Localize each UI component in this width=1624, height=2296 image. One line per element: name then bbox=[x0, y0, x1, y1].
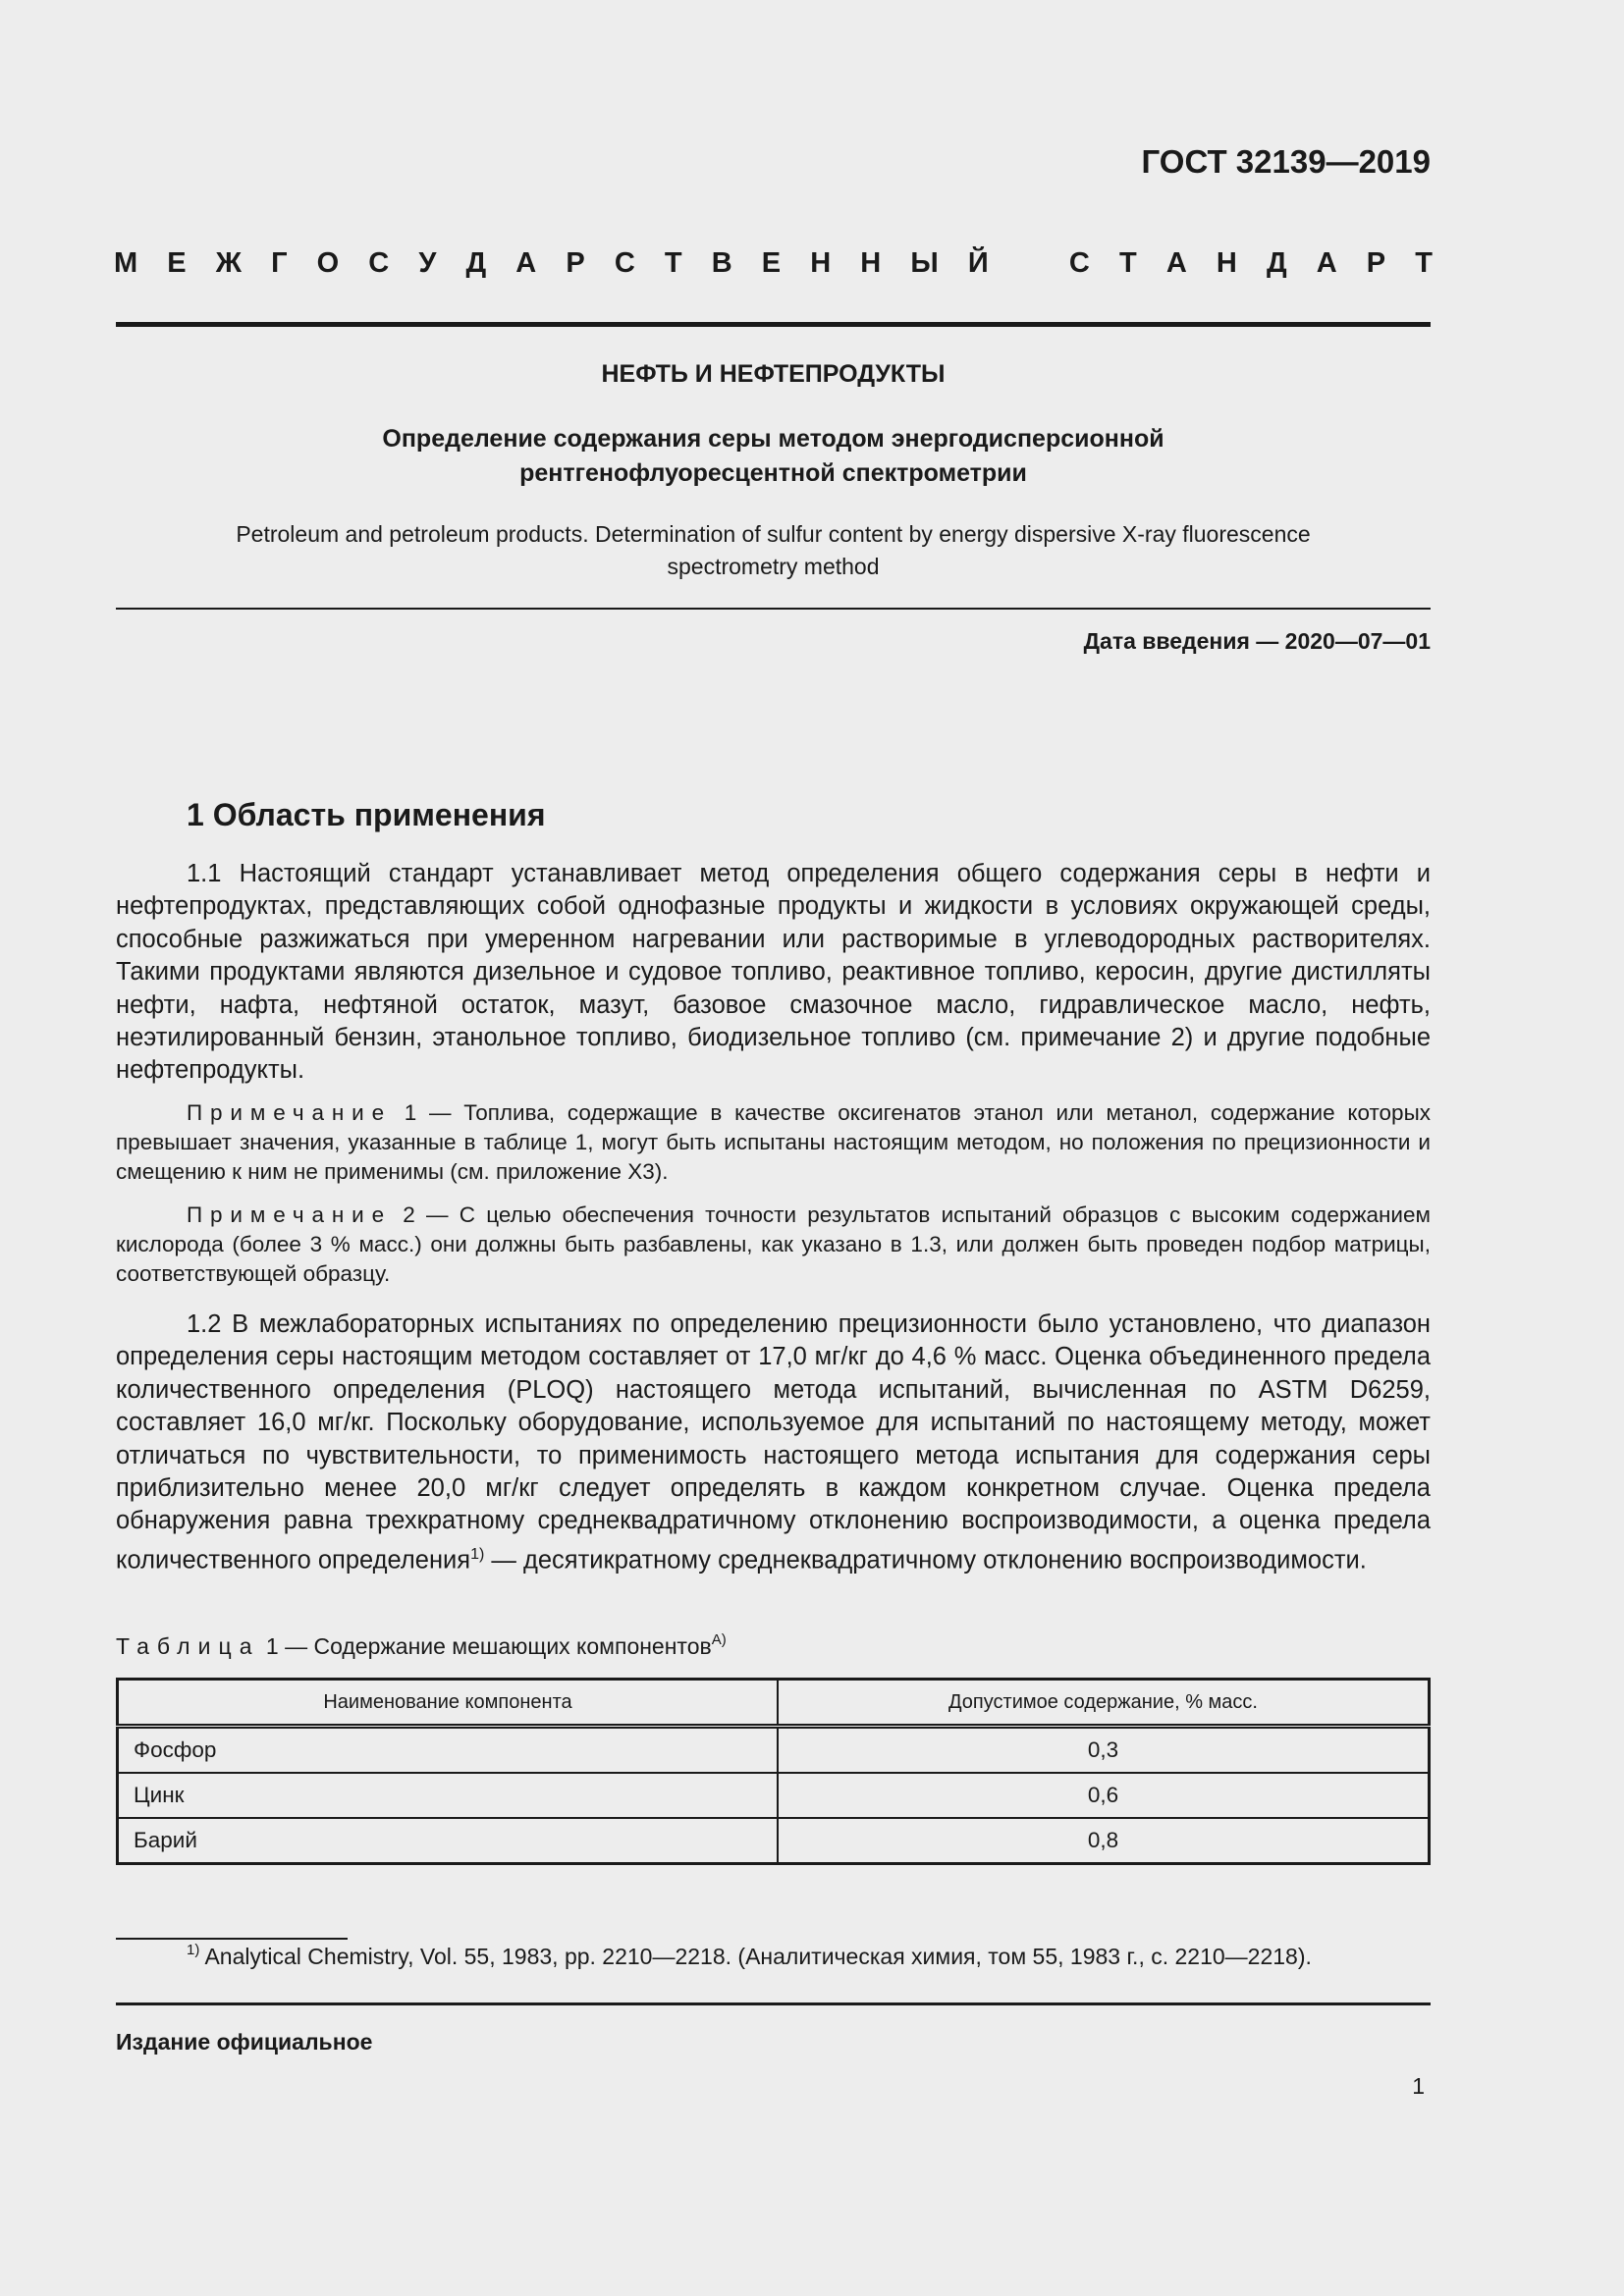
footnote-separator bbox=[116, 1938, 348, 1940]
heading-letter: А bbox=[1165, 247, 1187, 279]
table-cell-name: Фосфор bbox=[118, 1727, 779, 1774]
table-header-row bbox=[118, 1680, 1430, 1727]
heading-letter: В bbox=[711, 247, 732, 279]
note-2 bbox=[116, 1201, 1431, 1289]
official-edition-label: Издание официальное bbox=[116, 2029, 373, 2055]
footer-rule bbox=[116, 2002, 1431, 2005]
header-rule-thick bbox=[116, 322, 1431, 327]
footnote-marker: 1) bbox=[187, 1942, 200, 1958]
table-cell-name: Цинк bbox=[118, 1773, 779, 1818]
table-cell-name: Барий bbox=[118, 1818, 779, 1864]
footnote-reference[interactable]: 1) bbox=[470, 1545, 485, 1563]
heading-letter: Т bbox=[1415, 247, 1433, 279]
title-subtitle-line2: рентгенофлуоресцентной спектрометрии bbox=[519, 459, 1027, 487]
heading-letter: Р bbox=[566, 247, 585, 279]
heading-letter: А bbox=[1316, 247, 1337, 279]
title-subtitle bbox=[116, 422, 1431, 491]
heading-letter: Ж bbox=[215, 247, 242, 279]
table-row bbox=[118, 1773, 1430, 1818]
section-heading: 1 Область применения bbox=[187, 797, 546, 832]
table-cell-value: 0,3 bbox=[778, 1727, 1430, 1774]
heading-letter: Ы bbox=[910, 247, 939, 279]
note-2-text: 2 — С целью обеспечения точности результатов испытаний образцов с высоким содержанием кислорода (более 3 % масс.) они должны быть разбавлены, как указано в 1.3, или должен быть проведен подбор матрицы, соответствующей образцу. bbox=[116, 1202, 1431, 1286]
heading-letter: С bbox=[614, 247, 635, 279]
note-1 bbox=[116, 1098, 1431, 1187]
table-row bbox=[118, 1818, 1430, 1864]
heading-letter: У bbox=[418, 247, 437, 279]
title-main: НЕФТЬ И НЕФТЕПРОДУКТЫ bbox=[601, 360, 946, 388]
title-english bbox=[116, 518, 1431, 583]
note-1-label: Примечание bbox=[187, 1100, 392, 1125]
title-english-line2: spectrometry method bbox=[667, 554, 880, 579]
title-rule bbox=[116, 608, 1431, 610]
clause-1-2 bbox=[116, 1308, 1431, 1577]
clause-1-2-part1: 1.2 В межлабораторных испытаниях по определению прецизионности было установлено, что диапазон определения серы настоящим методом составляет от 17,0 мг/кг до 4,6 % масс. Оценка объединенного предела количественного определения (PLOQ) настоящего метода испытаний, вычисленная по ASTM D6259, составляет 16,0 мг/кг. Поскольку оборудование, используемое для испытаний по настоящему методу, может отличаться по чувствительности, то применимость настоящего метода испытания для содержания серы приблизительно менее 20,0 мг/кг следует определять в каждом конкретном случае. Оценка предела обнаружения равна трехкратному среднеквадратичному отклонению воспроизводимости, а оценка предела количественного определения bbox=[116, 1310, 1431, 1575]
footnote-text: Analytical Chemistry, Vol. 55, 1983, pp. 2210—2218. (Аналитическая химия, том 55, 1983 г., с. 2210—2218). bbox=[199, 1944, 1312, 1969]
table-caption-footnote: А) bbox=[711, 1631, 727, 1648]
heading-letter: Н bbox=[1216, 247, 1237, 279]
heading-letter: С bbox=[368, 247, 390, 279]
heading-letter: С bbox=[1068, 247, 1090, 279]
page-number: 1 bbox=[1412, 2073, 1425, 2099]
table-header-component: Наименование компонента bbox=[118, 1680, 779, 1727]
heading-letter: Е bbox=[761, 247, 782, 279]
table-caption-label: Таблица bbox=[116, 1633, 260, 1659]
heading-letter: Г bbox=[271, 247, 288, 279]
title-subtitle-line1: Определение содержания серы методом энергодисперсионной bbox=[382, 425, 1164, 453]
note-1-text: 1 — Топлива, содержащие в качестве оксигенатов этанол или метанол, содержание которых превышает значения, указанные в таблице 1, могут быть испытаны настоящим методом, но положения по прецизионности и смещению к ним не применимы (см. приложение Х3). bbox=[116, 1100, 1431, 1184]
table-row bbox=[118, 1727, 1430, 1774]
clause-1-1: 1.1 Настоящий стандарт устанавливает метод определения общего содержания серы в нефти и нефтепродуктах, представляющих собой однофазные продукты и жидкости в условиях окружающей среды, способные разжижаться при умеренном нагревании или растворимые в углеводородных растворителях. Такими продуктами являются дизельное и судовое топливо, реактивное топливо, керосин, другие дистилляты нефти, нафта, нефтяной остаток, мазут, базовое смазочное масло, гидравлическое масло, нефть, неэтилированный бензин, этанольное топливо, биодизельное топливо (см. примечание 2) и другие подобные нефтепродукты. bbox=[116, 860, 1431, 1085]
interfering-components-table bbox=[116, 1678, 1431, 1865]
document-number: ГОСТ 32139—2019 bbox=[1141, 143, 1431, 180]
table-caption bbox=[116, 1631, 727, 1660]
heading-letter: Д bbox=[465, 247, 487, 279]
table-header-content: Допустимое содержание, % масс. bbox=[778, 1680, 1430, 1727]
heading-letter: М bbox=[114, 247, 138, 279]
heading-letter: Н bbox=[860, 247, 882, 279]
heading-letter: Т bbox=[1118, 247, 1137, 279]
table-cell-value: 0,8 bbox=[778, 1818, 1430, 1864]
heading-letter: А bbox=[515, 247, 537, 279]
heading-letter: О bbox=[316, 247, 340, 279]
heading-letter: Р bbox=[1366, 247, 1386, 279]
heading-letter: Д bbox=[1266, 247, 1287, 279]
heading-letter: Е bbox=[167, 247, 187, 279]
note-2-label: Примечание bbox=[187, 1202, 392, 1227]
word-gap bbox=[1018, 247, 1040, 287]
introduction-date: Дата введения — 2020—07—01 bbox=[1083, 628, 1431, 654]
heading-letter: Й bbox=[967, 247, 989, 279]
heading-letter: Т bbox=[664, 247, 682, 279]
title-english-line1: Petroleum and petroleum products. Determination of sulfur content by energy dispersive X-ray fluorescence bbox=[236, 521, 1311, 547]
interstate-standard-heading bbox=[114, 247, 1433, 287]
heading-letter: Н bbox=[810, 247, 832, 279]
table-cell-value: 0,6 bbox=[778, 1773, 1430, 1818]
clause-1-2-part2: — десятикратному среднеквадратичному отклонению воспроизводимости. bbox=[484, 1546, 1367, 1575]
table-caption-text: 1 — Содержание мешающих компонентов bbox=[259, 1633, 712, 1659]
footnote bbox=[187, 1942, 1312, 1970]
